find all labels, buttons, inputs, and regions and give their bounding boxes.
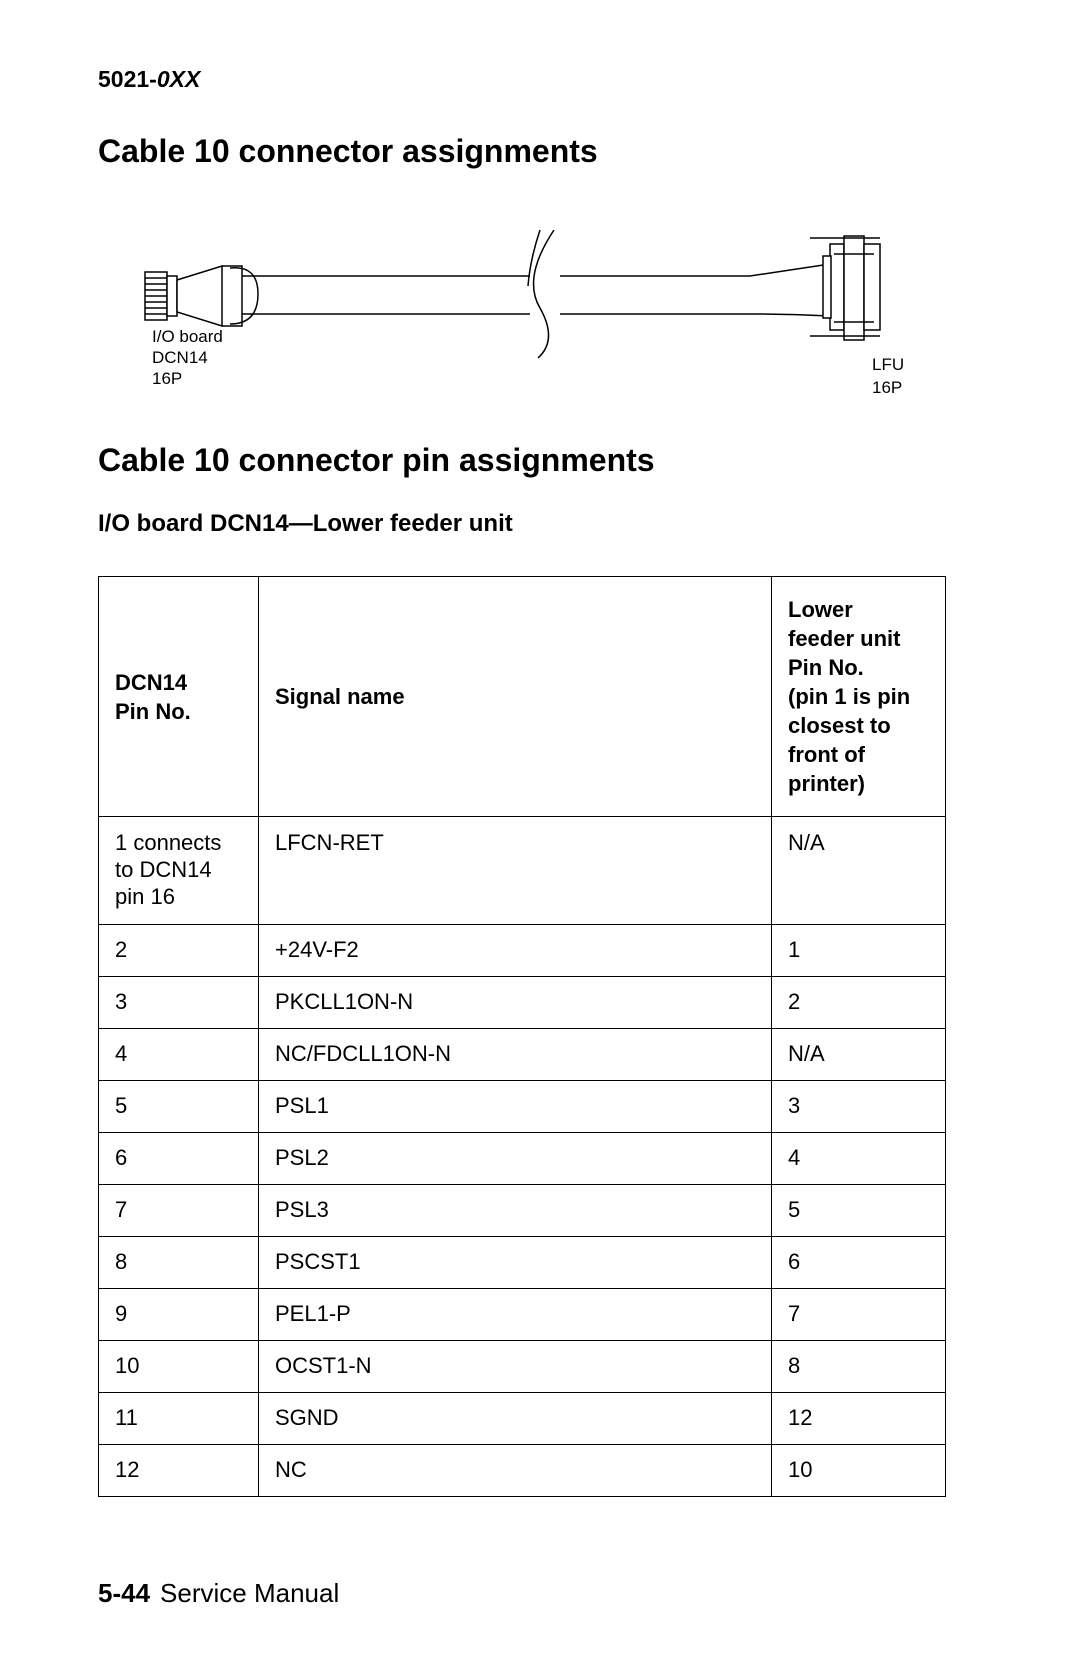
cable-body (242, 230, 830, 358)
signal-cell: OCST1-N (259, 1341, 772, 1393)
table-row (99, 1289, 946, 1341)
cable-diagram (130, 230, 950, 430)
table-row (99, 1445, 946, 1497)
table-row (99, 1081, 946, 1133)
lfu-pin-cell: 2 (772, 977, 946, 1029)
header-lfu-pin: Lower feeder unit Pin No. (pin 1 is pin closest to front of printer) (772, 577, 946, 817)
left-label-line-1: I/O board (152, 327, 223, 346)
lfu-pin-cell: 1 (772, 925, 946, 977)
pin-cell: 6 (99, 1133, 259, 1185)
pin-cell: 12 (99, 1445, 259, 1497)
manual-name: Service Manual (160, 1578, 340, 1608)
signal-cell: PKCLL1ON-N (259, 977, 772, 1029)
lfu-pin-cell: 12 (772, 1393, 946, 1445)
signal-cell: PSCST1 (259, 1237, 772, 1289)
lfu-pin-cell: 5 (772, 1185, 946, 1237)
table-row (99, 817, 946, 925)
table-row (99, 925, 946, 977)
signal-cell: PEL1-P (259, 1289, 772, 1341)
table-row (99, 1341, 946, 1393)
table-row (99, 1029, 946, 1081)
signal-cell: SGND (259, 1393, 772, 1445)
left-label-line-2: DCN14 (152, 348, 208, 367)
pin-cell: 11 (99, 1393, 259, 1445)
signal-cell: NC (259, 1445, 772, 1497)
table-row (99, 977, 946, 1029)
header-signal-name: Signal name (259, 577, 772, 817)
signal-cell: +24V-F2 (259, 925, 772, 977)
section-title-connector-assignments: Cable 10 connector assignments (98, 133, 598, 169)
pin-cell: 3 (99, 977, 259, 1029)
lfu-pin-cell: 8 (772, 1341, 946, 1393)
page-footer (98, 1578, 339, 1609)
table-header-row (99, 577, 946, 817)
lfu-pin-cell: 6 (772, 1237, 946, 1289)
right-label-line-2: 16P (872, 378, 903, 397)
section-title-pin-assignments: Cable 10 connector pin assignments (98, 442, 655, 478)
pin-cell: 5 (99, 1081, 259, 1133)
left-label-line-3: 16P (152, 369, 183, 388)
table-row (99, 1393, 946, 1445)
pin-assignment-table (98, 576, 946, 1497)
header-dcn14-pin: DCN14 Pin No. (99, 577, 259, 817)
pin-cell: 9 (99, 1289, 259, 1341)
pin-cell: 10 (99, 1341, 259, 1393)
model-number: 5021-0XX (98, 66, 201, 92)
lfu-pin-cell: 7 (772, 1289, 946, 1341)
lfu-pin-cell: 3 (772, 1081, 946, 1133)
pin-cell: 2 (99, 925, 259, 977)
pin-cell: 1 connects to DCN14 pin 16 (99, 817, 259, 925)
pin-cell: 8 (99, 1237, 259, 1289)
lfu-pin-cell: N/A (772, 1029, 946, 1081)
signal-cell: PSL2 (259, 1133, 772, 1185)
lfu-pin-cell: 4 (772, 1133, 946, 1185)
table-row (99, 1185, 946, 1237)
table-row (99, 1133, 946, 1185)
signal-cell: NC/FDCLL1ON-N (259, 1029, 772, 1081)
left-connector (145, 266, 258, 326)
right-connector (810, 236, 880, 340)
signal-cell: LFCN-RET (259, 817, 772, 925)
lfu-pin-cell: 10 (772, 1445, 946, 1497)
table-subtitle: I/O board DCN14—Lower feeder unit (98, 510, 513, 537)
pin-cell: 4 (99, 1029, 259, 1081)
right-label-line-1: LFU (872, 355, 905, 374)
table-row (99, 1237, 946, 1289)
pin-cell: 7 (99, 1185, 259, 1237)
signal-cell: PSL1 (259, 1081, 772, 1133)
signal-cell: PSL3 (259, 1185, 772, 1237)
page-number: 5-44 (98, 1578, 151, 1608)
lfu-pin-cell: N/A (772, 817, 946, 925)
